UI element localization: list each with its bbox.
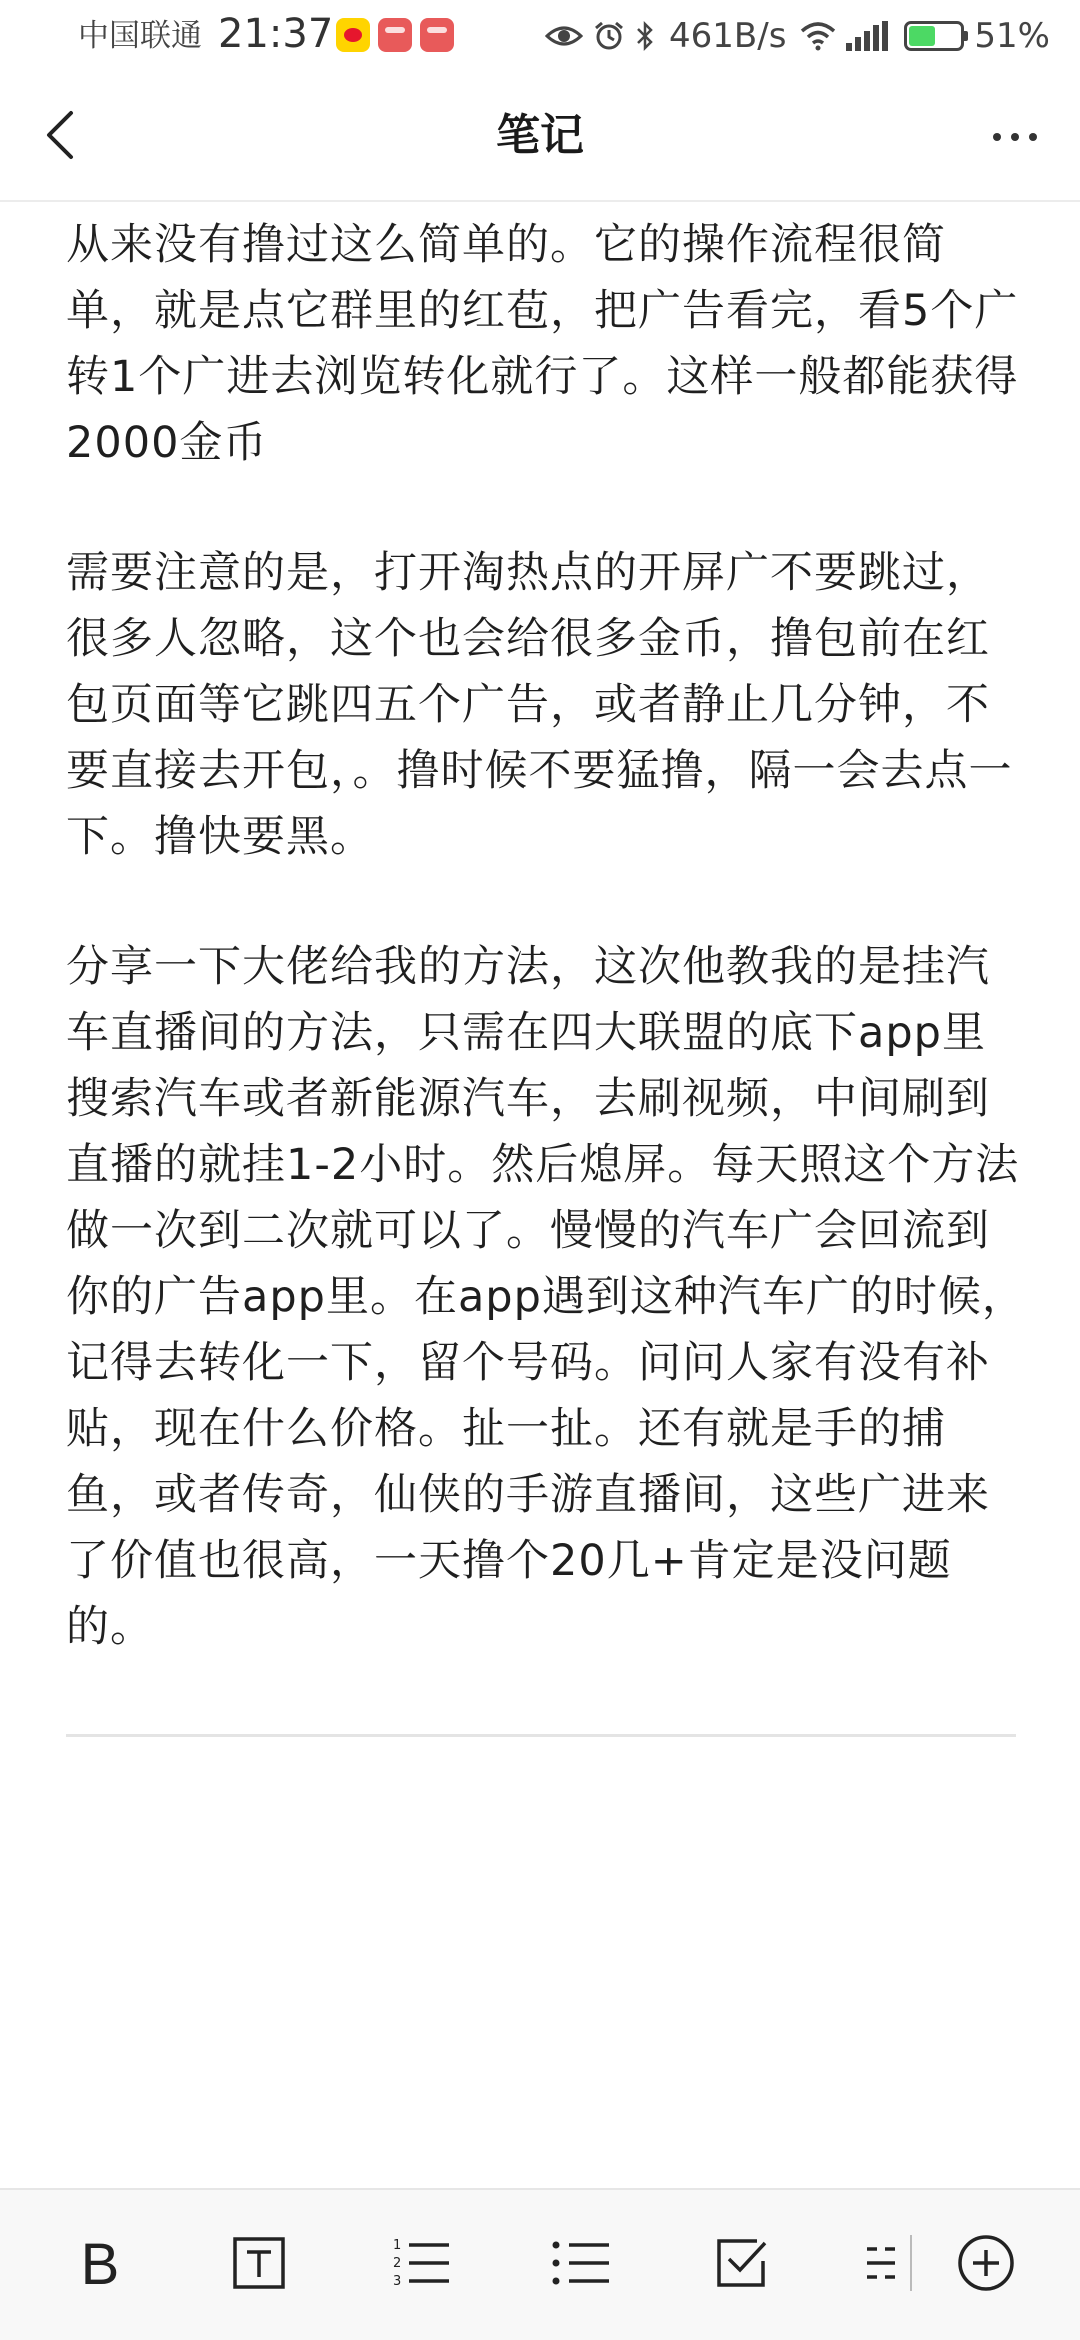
text-style-icon xyxy=(232,2236,286,2294)
weibo-icon xyxy=(336,18,370,52)
huawei-app-icon xyxy=(420,18,454,52)
svg-text:1: 1 xyxy=(393,2238,402,2253)
more-icon-dot xyxy=(1011,133,1019,141)
battery-percent: 51% xyxy=(974,16,1050,56)
bullet-list-icon xyxy=(551,2236,611,2294)
svg-text:2: 2 xyxy=(393,2256,402,2271)
numbered-list-icon xyxy=(391,2236,451,2294)
bullet-list-button[interactable] xyxy=(546,2230,616,2300)
divider-icon xyxy=(863,2233,919,2297)
content-divider xyxy=(66,1734,1016,1737)
carrier-label: 中国联通 xyxy=(78,18,202,54)
divider-button[interactable] xyxy=(856,2230,926,2300)
status-right xyxy=(545,12,1050,60)
checkbox-icon xyxy=(713,2235,769,2295)
note-paragraph[interactable]: 分享一下大佬给我的方法，这次他教我的是挂汽车直播间的方法，只需在四大联盟的底下app里搜索汽车或者新能源汽车，去刷视频，中间刷到直播的就挂1-2小时。然后熄屏。每天照这个方法做一次到二次就可以了。慢慢的汽车广会回流到你的广告app里。在app遇到这种汽车广的时候，记得去转化一下，留个号码。问问人家有没有补贴，现在什么价格。扯一扯。还有就是手的捕鱼，或者传奇，仙侠的手游直播间，这些广进来了价值也很高，一天撸个20几+肯定是没问题的。 xyxy=(66,942,1026,1652)
bluetooth-icon xyxy=(635,20,655,52)
numbered-list-button[interactable] xyxy=(386,2230,456,2300)
bold-icon: B xyxy=(80,2232,120,2297)
network-speed: 461B/s xyxy=(669,16,787,56)
svg-text:3: 3 xyxy=(393,2274,402,2289)
more-button[interactable] xyxy=(980,112,1050,162)
note-paragraph[interactable]: 需要注意的是，打开淘热点的开屏广不要跳过，很多人忽略，这个也会给很多金币，撸包前在红包页面等它跳四五个广告，或者静止几分钟，不要直接去开包，。撸时候不要猛撸，隔一会去点一下。撸快要黑。 xyxy=(66,548,1013,862)
signal-icon xyxy=(846,21,894,51)
notification-icons xyxy=(336,18,454,52)
wifi-icon xyxy=(800,21,836,51)
bold-button[interactable] xyxy=(65,2230,135,2300)
text-style-button[interactable] xyxy=(224,2230,294,2300)
add-icon xyxy=(956,2233,1016,2297)
eye-icon xyxy=(545,22,583,50)
format-toolbar xyxy=(0,2188,1080,2340)
battery-level xyxy=(909,26,935,46)
battery-icon xyxy=(904,21,964,51)
checkbox-button[interactable] xyxy=(706,2230,776,2300)
add-button[interactable] xyxy=(951,2230,1021,2300)
note-paragraph[interactable]: 从来没有撸过这么简单的。它的操作流程很简单，就是点它群里的红苞，把广告看完，看5个广转1个广进去浏览转化就行了。这样一般都能获得2000金币 xyxy=(66,220,1019,468)
alarm-icon xyxy=(593,20,625,52)
nav-bar xyxy=(0,72,1080,202)
huawei-app-icon xyxy=(378,18,412,52)
status-bar xyxy=(0,0,1080,72)
page-title: 笔记 xyxy=(496,110,584,161)
more-icon-dot xyxy=(1029,133,1037,141)
note-editor[interactable] xyxy=(66,212,1026,1724)
more-icon-dot xyxy=(993,133,1001,141)
status-time: 21:37 xyxy=(218,11,334,57)
